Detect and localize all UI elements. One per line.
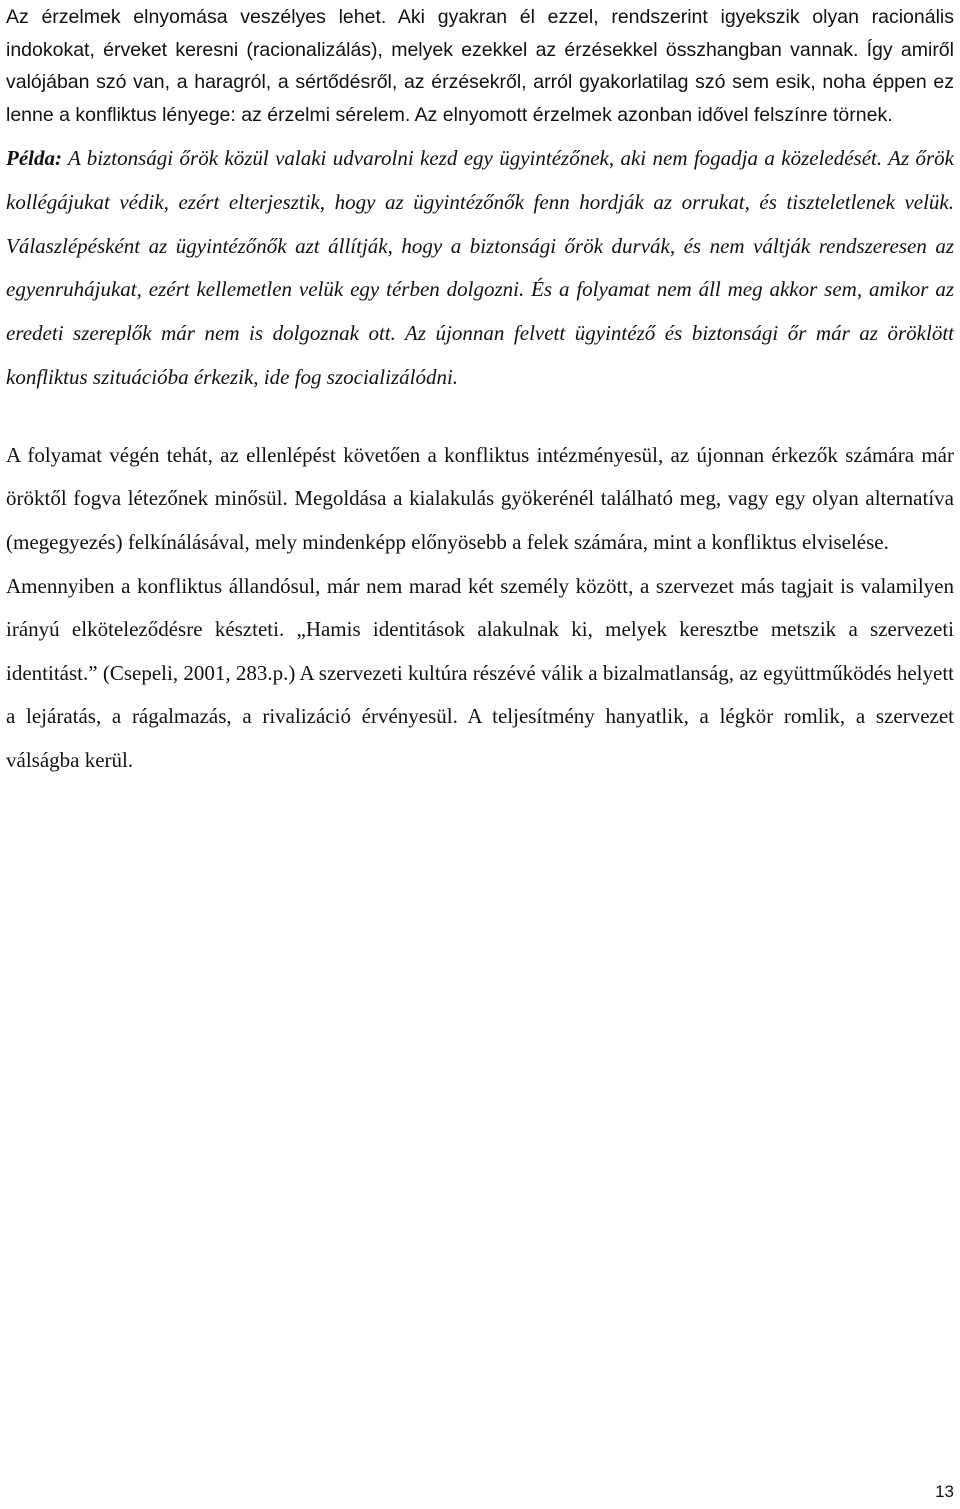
document-page <box>6 0 954 783</box>
example-text: A biztonsági őrök közül valaki udvarolni kezd egy ügyintézőnek, aki nem fogadja a közeledését. Az őrök kollégájukat védik, ezért elterjesztik, hogy az ügyintézőnők fenn hordják az orrukat, és tiszteletlenek velük. Válaszlépésként az ügyintézőnők azt állítják, hogy a biztonsági őrök durvák, és nem váltják rendszeresen az egyenruhájukat, ezért kellemetlen velük egy térben dolgozni. És a folyamat nem áll meg akkor sem, amikor az eredeti szereplők már nem is dolgoznak ott. Az újonnan felvett ügyintéző és biztonsági őr már az öröklött konfliktus szituációba érkezik, ide fog szocializálódni. <box>6 146 954 389</box>
body-paragraph-persistent-conflict: Amennyiben a konfliktus állandósul, már nem marad két személy között, a szervezet más tagjait is valamilyen irányú elköteleződésre készteti. „Hamis identitások alakulnak ki, melyek keresztbe metszik a szervezeti identitást.” (Csepeli, 2001, 283.p.) A szervezeti kultúra részévé válik a bizalmatlanság, az együttműködés helyett a lejáratás, a rágalmazás, a rivalizáció érvényesül. A teljesítmény hanyatlik, a légkör romlik, a szervezet válságba kerül. <box>6 573 954 772</box>
body-paragraph-emotions: Az érzelmek elnyomása veszélyes lehet. Aki gyakran él ezzel, rendszerint igyekszik olyan racionális indokokat, érveket keresni (racionalizálás), melyek ezekkel az érzésekkel összhangban vannak. Így amiről valójában szó van, a haragról, a sértődésről, az érzésekről, arról gyakorlatilag szó sem esik, noha éppen ez lenne a konfliktus lényege: az érzelmi sérelem. Az elnyomott érzelmek azonban idővel felszínre törnek. <box>6 6 954 126</box>
body-paragraph-institutionalization: A folyamat végén tehát, az ellenlépést követően a konfliktus intézményesül, az újonnan érkezők számára már öröktől fogva létezőnek minősül. Megoldása a kialakulás gyökerénél található meg, vagy egy olyan alternatíva (megegyezés) felkínálásával, mely mindenképp előnyösebb a felek számára, mint a konfliktus elviselése. <box>6 442 954 554</box>
example-label: Példa: <box>6 146 62 170</box>
page-number: 13 <box>935 1482 954 1501</box>
example-paragraph <box>6 137 954 400</box>
